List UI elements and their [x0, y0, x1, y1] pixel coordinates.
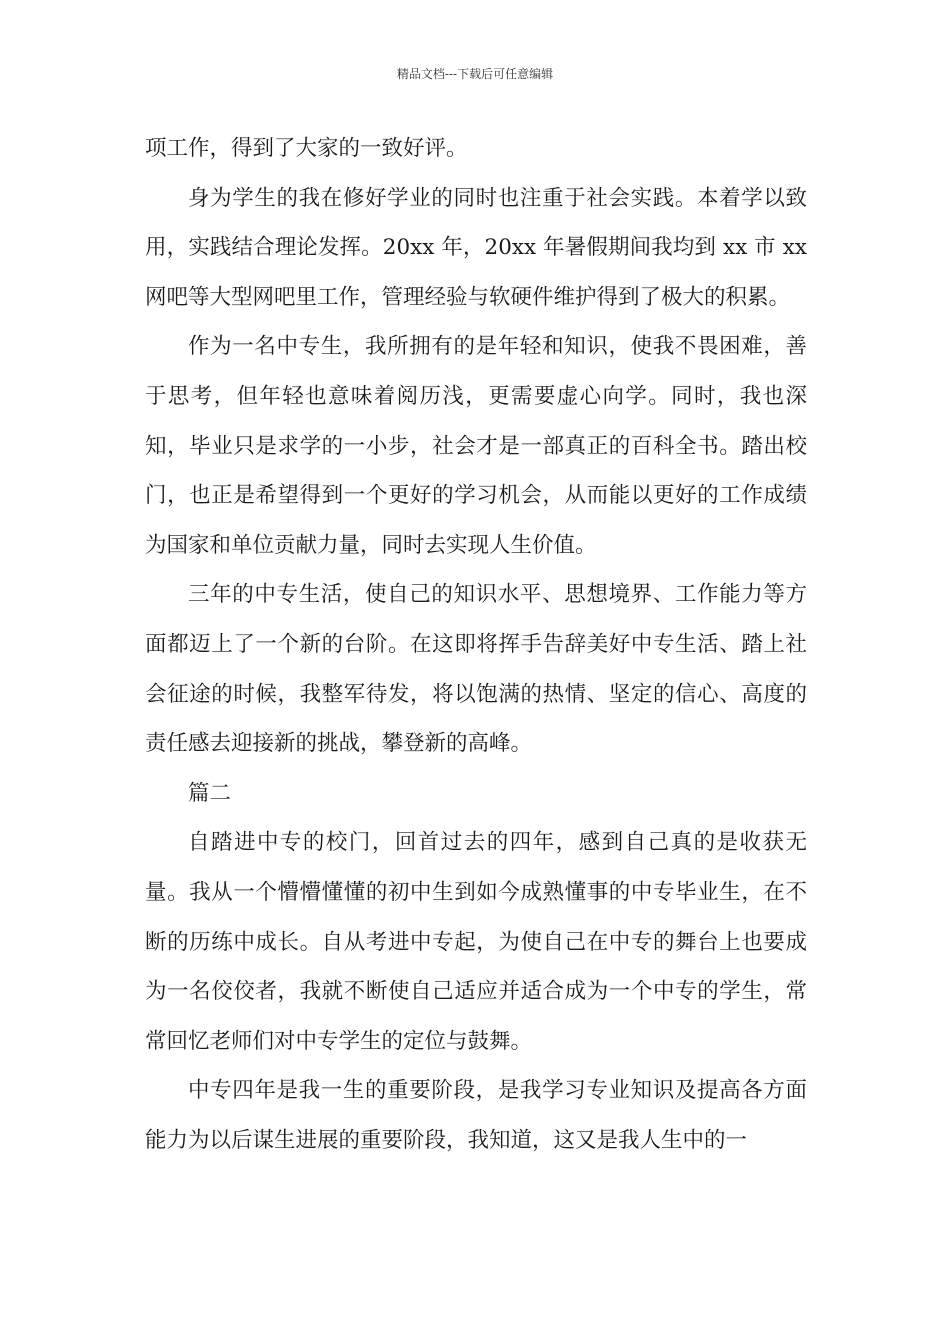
paragraph-2: 身为学生的我在修好学业的同时也注重于社会实践。本着学以致用，实践结合理论发挥。20xx 年，20xx 年暑假期间我均到 xx 市 xx 网吧等大型网吧里工作，管理经验与软硬件维护得到了极大的积累。: [145, 185, 807, 310]
document-body: [145, 124, 807, 1165]
paragraph-4: 三年的中专生活，使自己的知识水平、思想境界、工作能力等方面都迈上了一个新的台阶。在这即将挥手告辞美好中专生活、踏上社会征途的时候，我整军待发，将以饱满的热情、坚定的信心、高度的责任感去迎接新的挑战，攀登新的高峰。: [145, 582, 807, 757]
paragraph-5: 自踏进中专的校门，回首过去的四年，感到自己真的是收获无量。我从一个懵懵懂懂的初中生到如今成熟懂事的中专毕业生，在不断的历练中成长。自从考进中专起，为使自己在中专的舞台上也要成为一名佼佼者，我就不断使自己适应并适合成为一个中专的学生，常常回忆老师们对中专学生的定位与鼓舞。: [145, 830, 807, 1054]
paragraph-1: 项工作，得到了大家的一致好评。: [145, 136, 468, 161]
page-header: 精品文档---下载后可任意编辑: [396, 67, 554, 81]
section-heading: 篇二: [188, 780, 232, 806]
paragraph-3: 作为一名中专生，我所拥有的是年轻和知识，使我不畏困难，善于思考，但年轻也意味着阅历浅，更需要虚心向学。同时，我也深知，毕业只是求学的一小步，社会才是一部真正的百科全书。踏出校门，也正是希望得到一个更好的学习机会，从而能以更好的工作成绩为国家和单位贡献力量，同时去实现人生价值。: [145, 334, 807, 558]
paragraph-6: 中专四年是我一生的重要阶段，是我学习专业知识及提高各方面能力为以后谋生进展的重要阶段，我知道，这又是我人生中的一: [145, 1078, 807, 1153]
